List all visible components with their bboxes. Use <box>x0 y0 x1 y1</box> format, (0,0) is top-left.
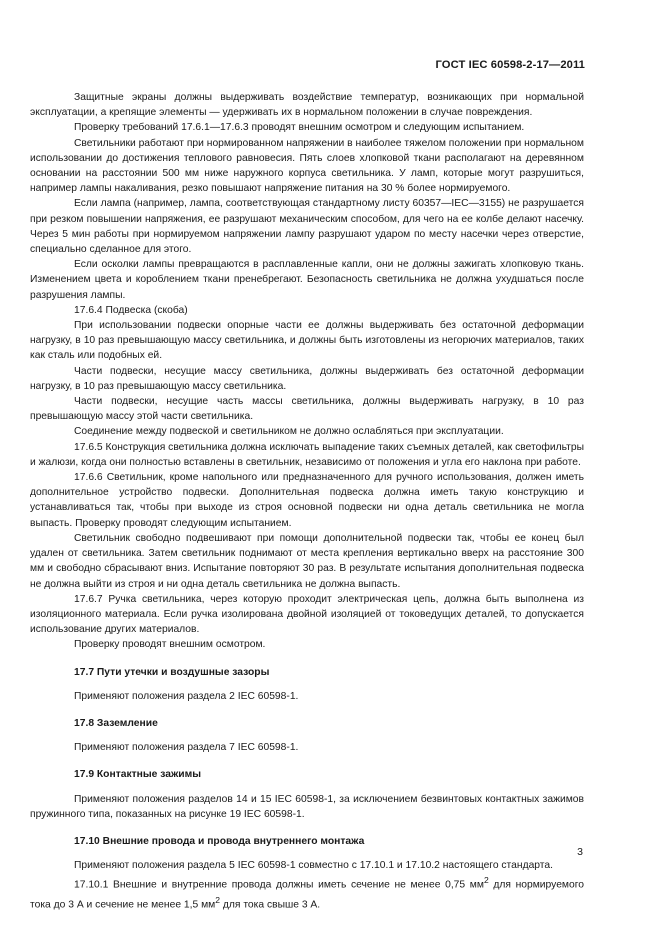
paragraph: При использовании подвески опорные части ее должны выдерживать без остаточной деформации нагрузку, в 10 раз превышающую массу светильника, и должны быть изготовлены из негорючих материалов, таких как сталь или подобных ей. <box>30 320 584 362</box>
subclause-title: 17.6.4 Подвеска (скоба) <box>74 304 188 316</box>
paragraph: Части подвески, несущие массу светильника, должны выдерживать без остаточной деформации нагрузку, в 10 раз превышающую массу светильника. <box>30 365 584 392</box>
paragraph: Светильник свободно подвешивают при помощи дополнительной подвески так, чтобы ее конец был удален от светильника. Затем светильник поднимают от места крепления вертикально вверх на расстояние 300 мм и свободно сбрасывают вниз. Испытание повторяют 30 раз. В результате испытания дополнительная подвеска не должна выйти из строя и ни одна деталь светильника не должна выпасть. <box>30 532 584 590</box>
paragraph: Части подвески, несущие часть массы светильника, должны выдерживать нагрузку, в 10 раз превышающую массу этой части светильника. <box>30 396 584 423</box>
paragraph: Если осколки лампы превращаются в расплавленные капли, они не должны зажигать хлопковую ткань. Изменением цвета и короблением ткани пренебрегают. Безопасность светильника не должна ухудшаться после разрушения лампы. <box>30 259 584 301</box>
section-heading-17-9: 17.9 Контактные зажимы <box>74 769 202 781</box>
text-fragment: 17.10.1 Внешние и внутренние провода должны иметь сечение не менее 0,75 мм <box>74 879 484 891</box>
text-fragment: для нормируемого тока до 3 А и сечение не менее 1,5 мм <box>30 879 584 911</box>
page-number: 3 <box>577 846 583 858</box>
document-header: ГОСТ IEC 60598-2-17—2011 <box>435 59 585 71</box>
paragraph: Если лампа (например, лампа, соответствующая стандартному листу 60357—IEC—3155) не разрушается при резком повышении напряжения, ее разрушают механическим способом, для чего на ее колбе делают насечку. Через 5 мин работы при нормируемом напряжении лампу разрушают ударом по месту насечки через отверстие, специально сделанное для этого. <box>30 198 584 256</box>
superscript: 2 <box>215 894 221 905</box>
paragraph: 17.6.6 Светильник, кроме напольного или предназначенного для ручного использования, должен иметь дополнительное устройство подвески. Дополнительная подвеска должна иметь такую конструкцию и устанавливаться так, чтобы при выходе из строя основной подвески ни одна деталь светильника не могла выпасть. Проверку проводят следующим испытанием. <box>30 472 584 529</box>
paragraph: 17.6.7 Ручка светильника, через которую проходит электрическая цепь, должна быть выполнена из изоляционного материала. Если ручка изолирована двойной изоляцией от токоведущих деталей, то допускается использование других материалов. <box>30 593 584 636</box>
section-heading-17-7: 17.7 Пути утечки и воздушные зазоры <box>74 666 270 678</box>
paragraph: Светильники работают при нормированном напряжении в наиболее тяжелом положении при нормальном использовании до достижения теплового равновесия. Пять слоев хлопковой ткани располагают на деревянном основании на расстоянии 500 мм ниже наружного корпуса светильника. У ламп, которые могут разрушиться, например лампы накаливания, резко повышают напряжение питания на 30 % более нормируемого. <box>30 137 584 195</box>
paragraph: Применяют положения разделов 14 и 15 IEC 60598-1, за исключением безвинтовых контактных зажимов пружинного типа, показанных на рисунке 19 IEC 60598-1. <box>30 793 584 820</box>
text-fragment: для тока свыше 3 А. <box>220 899 321 911</box>
paragraph: 17.6.5 Конструкция светильника должна исключать выпадение таких съемных деталей, как светофильтры и жалюзи, когда они полностью вставлены в светильник, независимо от положения и угла его наклона при работе. <box>30 441 584 468</box>
paragraph: Проверку требований 17.6.1—17.6.3 проводят внешним осмотром и следующим испытанием. <box>74 122 525 134</box>
paragraph: Применяют положения раздела 5 IEC 60598-1 совместно с 17.10.1 и 17.10.2 настоящего стандарта. <box>74 860 553 872</box>
paragraph: Проверку проводят внешним осмотром. <box>74 639 266 651</box>
superscript: 2 <box>483 875 489 886</box>
paragraph: Применяют положения раздела 7 IEC 60598-1. <box>74 742 299 754</box>
section-heading-17-10: 17.10 Внешние провода и провода внутреннего монтажа <box>74 835 365 847</box>
document-body <box>30 90 584 913</box>
paragraph: Защитные экраны должны выдерживать воздействие температур, возникающих при нормальной эксплуатации, а крепящие элементы — удерживать их в нормальном положении в случае повреждения. <box>30 92 584 119</box>
paragraph: Соединение между подвеской и светильником не должно ослабляться при эксплуатации. <box>74 426 504 438</box>
section-heading-17-8: 17.8 Заземление <box>74 717 158 729</box>
paragraph-17-10-1 <box>30 873 584 912</box>
paragraph: Применяют положения раздела 2 IEC 60598-1. <box>74 690 299 702</box>
